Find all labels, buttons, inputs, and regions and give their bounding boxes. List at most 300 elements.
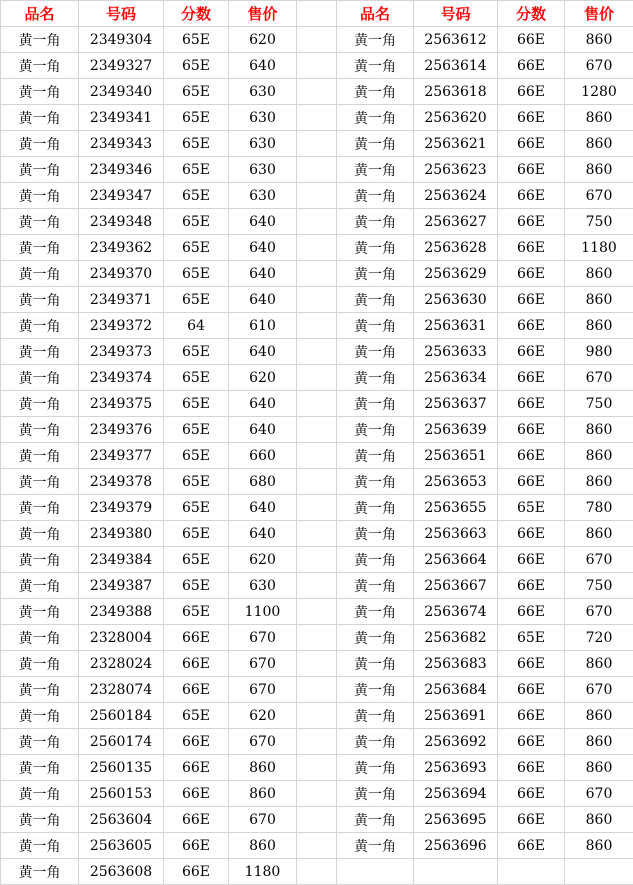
spacer-cell — [297, 599, 337, 625]
left-score-cell: 65E — [164, 287, 229, 313]
left-score-cell: 65E — [164, 469, 229, 495]
left-number-cell: 2560153 — [79, 781, 164, 807]
left-number-cell: 2349378 — [79, 469, 164, 495]
left-name-cell: 黄一角 — [1, 833, 79, 859]
right-score-cell: 66E — [498, 261, 565, 287]
left-score-cell: 65E — [164, 599, 229, 625]
left-number-cell: 2349376 — [79, 417, 164, 443]
spacer-cell — [297, 131, 337, 157]
right-score-cell: 66E — [498, 677, 565, 703]
spacer-cell — [297, 261, 337, 287]
right-price-cell: 860 — [565, 703, 633, 729]
table-row — [1, 79, 633, 105]
left-score-cell: 66E — [164, 807, 229, 833]
right-price-cell: 860 — [565, 807, 633, 833]
right-number-cell: 2563696 — [414, 833, 498, 859]
left-number-cell: 2349388 — [79, 599, 164, 625]
table-row — [1, 625, 633, 651]
right-score-cell: 66E — [498, 235, 565, 261]
spacer-cell — [297, 755, 337, 781]
header-name-left: 品名 — [1, 1, 79, 27]
right-score-cell: 66E — [498, 807, 565, 833]
right-price-cell: 670 — [565, 183, 633, 209]
left-price-cell: 860 — [229, 833, 297, 859]
sheet-body — [1, 27, 633, 885]
spacer-cell — [297, 625, 337, 651]
left-price-cell: 670 — [229, 625, 297, 651]
left-price-cell: 620 — [229, 27, 297, 53]
right-score-cell: 66E — [498, 599, 565, 625]
right-name-cell: 黄一角 — [337, 781, 414, 807]
left-number-cell: 2349341 — [79, 105, 164, 131]
left-score-cell: 65E — [164, 235, 229, 261]
table-row — [1, 651, 633, 677]
right-price-cell: 860 — [565, 521, 633, 547]
table-row — [1, 105, 633, 131]
left-price-cell: 1180 — [229, 859, 297, 885]
table-row — [1, 287, 633, 313]
right-price-cell: 860 — [565, 27, 633, 53]
left-score-cell: 65E — [164, 417, 229, 443]
right-price-cell: 860 — [565, 157, 633, 183]
table-row — [1, 521, 633, 547]
header-name-right: 品名 — [337, 1, 414, 27]
right-price-cell: 860 — [565, 469, 633, 495]
header-score-right: 分数 — [498, 1, 565, 27]
left-number-cell: 2349380 — [79, 521, 164, 547]
right-name-cell: 黄一角 — [337, 339, 414, 365]
left-price-cell: 670 — [229, 651, 297, 677]
table-row — [1, 209, 633, 235]
spacer-cell — [297, 547, 337, 573]
left-number-cell: 2349304 — [79, 27, 164, 53]
left-number-cell: 2563608 — [79, 859, 164, 885]
left-number-cell: 2349371 — [79, 287, 164, 313]
right-number-cell: 2563634 — [414, 365, 498, 391]
spacer-cell — [297, 833, 337, 859]
left-price-cell: 630 — [229, 573, 297, 599]
right-number-cell: 2563667 — [414, 573, 498, 599]
header-number-right: 号码 — [414, 1, 498, 27]
left-score-cell: 65E — [164, 183, 229, 209]
spacer-cell — [297, 235, 337, 261]
right-score-cell: 66E — [498, 417, 565, 443]
right-price-cell: 670 — [565, 547, 633, 573]
right-price-cell: 750 — [565, 391, 633, 417]
header-score-left: 分数 — [164, 1, 229, 27]
right-price-cell: 980 — [565, 339, 633, 365]
left-score-cell: 65E — [164, 261, 229, 287]
right-price-cell: 860 — [565, 131, 633, 157]
right-name-cell: 黄一角 — [337, 105, 414, 131]
left-number-cell: 2328074 — [79, 677, 164, 703]
right-number-cell: 2563691 — [414, 703, 498, 729]
left-score-cell: 66E — [164, 781, 229, 807]
right-number-cell — [414, 859, 498, 885]
left-name-cell: 黄一角 — [1, 261, 79, 287]
left-number-cell: 2563605 — [79, 833, 164, 859]
left-number-cell: 2349373 — [79, 339, 164, 365]
spacer-cell — [297, 495, 337, 521]
right-price-cell: 860 — [565, 417, 633, 443]
left-name-cell: 黄一角 — [1, 131, 79, 157]
left-name-cell: 黄一角 — [1, 573, 79, 599]
right-score-cell: 66E — [498, 339, 565, 365]
right-name-cell: 黄一角 — [337, 625, 414, 651]
right-score-cell: 66E — [498, 703, 565, 729]
header-row — [1, 1, 633, 27]
left-price-cell: 630 — [229, 105, 297, 131]
left-score-cell: 64 — [164, 313, 229, 339]
table-row — [1, 443, 633, 469]
right-number-cell: 2563663 — [414, 521, 498, 547]
right-score-cell — [498, 859, 565, 885]
spacer-cell — [297, 1, 337, 27]
left-name-cell: 黄一角 — [1, 339, 79, 365]
right-number-cell: 2563639 — [414, 417, 498, 443]
table-row — [1, 807, 633, 833]
right-name-cell: 黄一角 — [337, 287, 414, 313]
right-number-cell: 2563674 — [414, 599, 498, 625]
left-score-cell: 65E — [164, 53, 229, 79]
left-number-cell: 2349374 — [79, 365, 164, 391]
right-number-cell: 2563693 — [414, 755, 498, 781]
right-name-cell: 黄一角 — [337, 469, 414, 495]
spacer-cell — [297, 781, 337, 807]
left-number-cell: 2328004 — [79, 625, 164, 651]
left-name-cell: 黄一角 — [1, 521, 79, 547]
right-score-cell: 65E — [498, 495, 565, 521]
left-score-cell: 65E — [164, 27, 229, 53]
left-number-cell: 2349347 — [79, 183, 164, 209]
left-name-cell: 黄一角 — [1, 625, 79, 651]
right-price-cell: 670 — [565, 677, 633, 703]
right-name-cell: 黄一角 — [337, 53, 414, 79]
left-price-cell: 640 — [229, 521, 297, 547]
table-row — [1, 859, 633, 885]
right-number-cell: 2563627 — [414, 209, 498, 235]
left-price-cell: 620 — [229, 547, 297, 573]
left-number-cell: 2349372 — [79, 313, 164, 339]
spacer-cell — [297, 677, 337, 703]
right-number-cell: 2563624 — [414, 183, 498, 209]
left-name-cell: 黄一角 — [1, 859, 79, 885]
right-name-cell: 黄一角 — [337, 27, 414, 53]
right-number-cell: 2563621 — [414, 131, 498, 157]
left-name-cell: 黄一角 — [1, 209, 79, 235]
spacer-cell — [297, 27, 337, 53]
table-row — [1, 677, 633, 703]
spacer-cell — [297, 521, 337, 547]
left-number-cell: 2349343 — [79, 131, 164, 157]
right-price-cell: 1180 — [565, 235, 633, 261]
right-score-cell: 66E — [498, 131, 565, 157]
left-score-cell: 65E — [164, 573, 229, 599]
right-score-cell: 66E — [498, 443, 565, 469]
left-name-cell: 黄一角 — [1, 53, 79, 79]
left-price-cell: 630 — [229, 131, 297, 157]
right-price-cell: 670 — [565, 365, 633, 391]
right-score-cell: 66E — [498, 833, 565, 859]
left-name-cell: 黄一角 — [1, 287, 79, 313]
table-row — [1, 313, 633, 339]
right-score-cell: 66E — [498, 547, 565, 573]
right-name-cell: 黄一角 — [337, 547, 414, 573]
left-number-cell: 2560174 — [79, 729, 164, 755]
right-number-cell: 2563684 — [414, 677, 498, 703]
right-name-cell: 黄一角 — [337, 443, 414, 469]
right-name-cell: 黄一角 — [337, 703, 414, 729]
left-price-cell: 1100 — [229, 599, 297, 625]
left-score-cell: 65E — [164, 131, 229, 157]
table-row — [1, 833, 633, 859]
right-price-cell: 670 — [565, 599, 633, 625]
left-score-cell: 66E — [164, 859, 229, 885]
spacer-cell — [297, 703, 337, 729]
right-name-cell: 黄一角 — [337, 755, 414, 781]
right-name-cell: 黄一角 — [337, 183, 414, 209]
left-price-cell: 640 — [229, 391, 297, 417]
right-number-cell: 2563612 — [414, 27, 498, 53]
table-row — [1, 781, 633, 807]
right-score-cell: 66E — [498, 755, 565, 781]
left-number-cell: 2349387 — [79, 573, 164, 599]
right-name-cell: 黄一角 — [337, 807, 414, 833]
left-name-cell: 黄一角 — [1, 755, 79, 781]
right-price-cell: 720 — [565, 625, 633, 651]
left-number-cell: 2560184 — [79, 703, 164, 729]
spacer-cell — [297, 209, 337, 235]
right-score-cell: 66E — [498, 53, 565, 79]
spacer-cell — [297, 443, 337, 469]
right-number-cell: 2563655 — [414, 495, 498, 521]
right-number-cell: 2563618 — [414, 79, 498, 105]
spacer-cell — [297, 79, 337, 105]
spacer-cell — [297, 53, 337, 79]
right-name-cell: 黄一角 — [337, 209, 414, 235]
spacer-cell — [297, 573, 337, 599]
spacer-cell — [297, 859, 337, 885]
table-row — [1, 183, 633, 209]
right-price-cell: 750 — [565, 209, 633, 235]
right-number-cell: 2563614 — [414, 53, 498, 79]
right-name-cell: 黄一角 — [337, 235, 414, 261]
right-number-cell: 2563630 — [414, 287, 498, 313]
right-score-cell: 66E — [498, 729, 565, 755]
left-price-cell: 670 — [229, 677, 297, 703]
left-price-cell: 860 — [229, 755, 297, 781]
left-name-cell: 黄一角 — [1, 495, 79, 521]
table-row — [1, 469, 633, 495]
left-name-cell: 黄一角 — [1, 677, 79, 703]
left-price-cell: 680 — [229, 469, 297, 495]
right-number-cell: 2563683 — [414, 651, 498, 677]
table-row — [1, 547, 633, 573]
spacer-cell — [297, 157, 337, 183]
right-price-cell: 860 — [565, 313, 633, 339]
table-row — [1, 729, 633, 755]
left-score-cell: 65E — [164, 105, 229, 131]
left-score-cell: 66E — [164, 755, 229, 781]
left-price-cell: 670 — [229, 807, 297, 833]
spacer-cell — [297, 807, 337, 833]
left-score-cell: 66E — [164, 833, 229, 859]
right-price-cell: 670 — [565, 781, 633, 807]
left-number-cell: 2328024 — [79, 651, 164, 677]
left-price-cell: 620 — [229, 365, 297, 391]
left-name-cell: 黄一角 — [1, 365, 79, 391]
right-number-cell: 2563682 — [414, 625, 498, 651]
right-score-cell: 66E — [498, 79, 565, 105]
left-price-cell: 670 — [229, 729, 297, 755]
right-name-cell: 黄一角 — [337, 79, 414, 105]
right-score-cell: 66E — [498, 313, 565, 339]
right-number-cell: 2563631 — [414, 313, 498, 339]
left-price-cell: 640 — [229, 261, 297, 287]
left-price-cell: 630 — [229, 79, 297, 105]
right-name-cell: 黄一角 — [337, 833, 414, 859]
right-price-cell: 860 — [565, 833, 633, 859]
left-number-cell: 2349362 — [79, 235, 164, 261]
table-row — [1, 391, 633, 417]
spacer-cell — [297, 183, 337, 209]
table-row — [1, 365, 633, 391]
left-number-cell: 2349327 — [79, 53, 164, 79]
right-score-cell: 66E — [498, 209, 565, 235]
right-score-cell: 65E — [498, 625, 565, 651]
left-price-cell: 640 — [229, 495, 297, 521]
left-name-cell: 黄一角 — [1, 27, 79, 53]
left-score-cell: 66E — [164, 677, 229, 703]
right-score-cell: 66E — [498, 157, 565, 183]
right-price-cell: 860 — [565, 651, 633, 677]
left-name-cell: 黄一角 — [1, 651, 79, 677]
left-name-cell: 黄一角 — [1, 391, 79, 417]
left-score-cell: 66E — [164, 625, 229, 651]
right-score-cell: 66E — [498, 521, 565, 547]
right-name-cell: 黄一角 — [337, 417, 414, 443]
left-score-cell: 66E — [164, 651, 229, 677]
left-number-cell: 2349377 — [79, 443, 164, 469]
header-number-left: 号码 — [79, 1, 164, 27]
right-price-cell: 780 — [565, 495, 633, 521]
right-price-cell: 860 — [565, 105, 633, 131]
right-name-cell: 黄一角 — [337, 729, 414, 755]
right-name-cell: 黄一角 — [337, 651, 414, 677]
right-number-cell: 2563629 — [414, 261, 498, 287]
left-name-cell: 黄一角 — [1, 105, 79, 131]
spacer-cell — [297, 417, 337, 443]
right-price-cell: 670 — [565, 53, 633, 79]
left-price-cell: 860 — [229, 781, 297, 807]
right-score-cell: 66E — [498, 183, 565, 209]
table-row — [1, 131, 633, 157]
table-row — [1, 755, 633, 781]
left-price-cell: 640 — [229, 53, 297, 79]
table-row — [1, 417, 633, 443]
spacer-cell — [297, 339, 337, 365]
right-number-cell: 2563664 — [414, 547, 498, 573]
left-score-cell: 65E — [164, 365, 229, 391]
left-number-cell: 2349384 — [79, 547, 164, 573]
spacer-cell — [297, 313, 337, 339]
right-number-cell: 2563653 — [414, 469, 498, 495]
left-price-cell: 630 — [229, 157, 297, 183]
spacer-cell — [297, 391, 337, 417]
right-name-cell: 黄一角 — [337, 261, 414, 287]
left-name-cell: 黄一角 — [1, 729, 79, 755]
table-row — [1, 495, 633, 521]
right-price-cell: 750 — [565, 573, 633, 599]
right-number-cell: 2563623 — [414, 157, 498, 183]
left-number-cell: 2349375 — [79, 391, 164, 417]
left-score-cell: 65E — [164, 157, 229, 183]
left-name-cell: 黄一角 — [1, 79, 79, 105]
left-score-cell: 66E — [164, 729, 229, 755]
left-number-cell: 2349379 — [79, 495, 164, 521]
right-number-cell: 2563628 — [414, 235, 498, 261]
left-name-cell: 黄一角 — [1, 157, 79, 183]
right-score-cell: 66E — [498, 573, 565, 599]
header-price-left: 售价 — [229, 1, 297, 27]
right-score-cell: 66E — [498, 781, 565, 807]
right-score-cell: 66E — [498, 365, 565, 391]
left-name-cell: 黄一角 — [1, 443, 79, 469]
right-score-cell: 66E — [498, 391, 565, 417]
left-name-cell: 黄一角 — [1, 417, 79, 443]
left-name-cell: 黄一角 — [1, 703, 79, 729]
right-name-cell: 黄一角 — [337, 599, 414, 625]
left-number-cell: 2349348 — [79, 209, 164, 235]
right-name-cell — [337, 859, 414, 885]
left-name-cell: 黄一角 — [1, 313, 79, 339]
table-row — [1, 573, 633, 599]
right-name-cell: 黄一角 — [337, 157, 414, 183]
left-score-cell: 65E — [164, 547, 229, 573]
right-score-cell: 66E — [498, 27, 565, 53]
right-name-cell: 黄一角 — [337, 573, 414, 599]
right-name-cell: 黄一角 — [337, 495, 414, 521]
header-price-right: 售价 — [565, 1, 633, 27]
right-score-cell: 66E — [498, 469, 565, 495]
left-number-cell: 2349346 — [79, 157, 164, 183]
right-score-cell: 66E — [498, 651, 565, 677]
left-name-cell: 黄一角 — [1, 183, 79, 209]
right-price-cell: 860 — [565, 755, 633, 781]
left-price-cell: 620 — [229, 703, 297, 729]
right-price-cell: 1280 — [565, 79, 633, 105]
right-name-cell: 黄一角 — [337, 391, 414, 417]
right-number-cell: 2563651 — [414, 443, 498, 469]
table-row — [1, 27, 633, 53]
left-name-cell: 黄一角 — [1, 469, 79, 495]
spacer-cell — [297, 729, 337, 755]
spacer-cell — [297, 365, 337, 391]
left-price-cell: 640 — [229, 339, 297, 365]
right-number-cell: 2563633 — [414, 339, 498, 365]
right-number-cell: 2563620 — [414, 105, 498, 131]
left-name-cell: 黄一角 — [1, 235, 79, 261]
left-number-cell: 2349370 — [79, 261, 164, 287]
left-number-cell: 2563604 — [79, 807, 164, 833]
right-name-cell: 黄一角 — [337, 313, 414, 339]
right-price-cell: 860 — [565, 287, 633, 313]
left-score-cell: 65E — [164, 495, 229, 521]
spacer-cell — [297, 651, 337, 677]
left-score-cell: 65E — [164, 339, 229, 365]
left-score-cell: 65E — [164, 209, 229, 235]
left-score-cell: 65E — [164, 79, 229, 105]
